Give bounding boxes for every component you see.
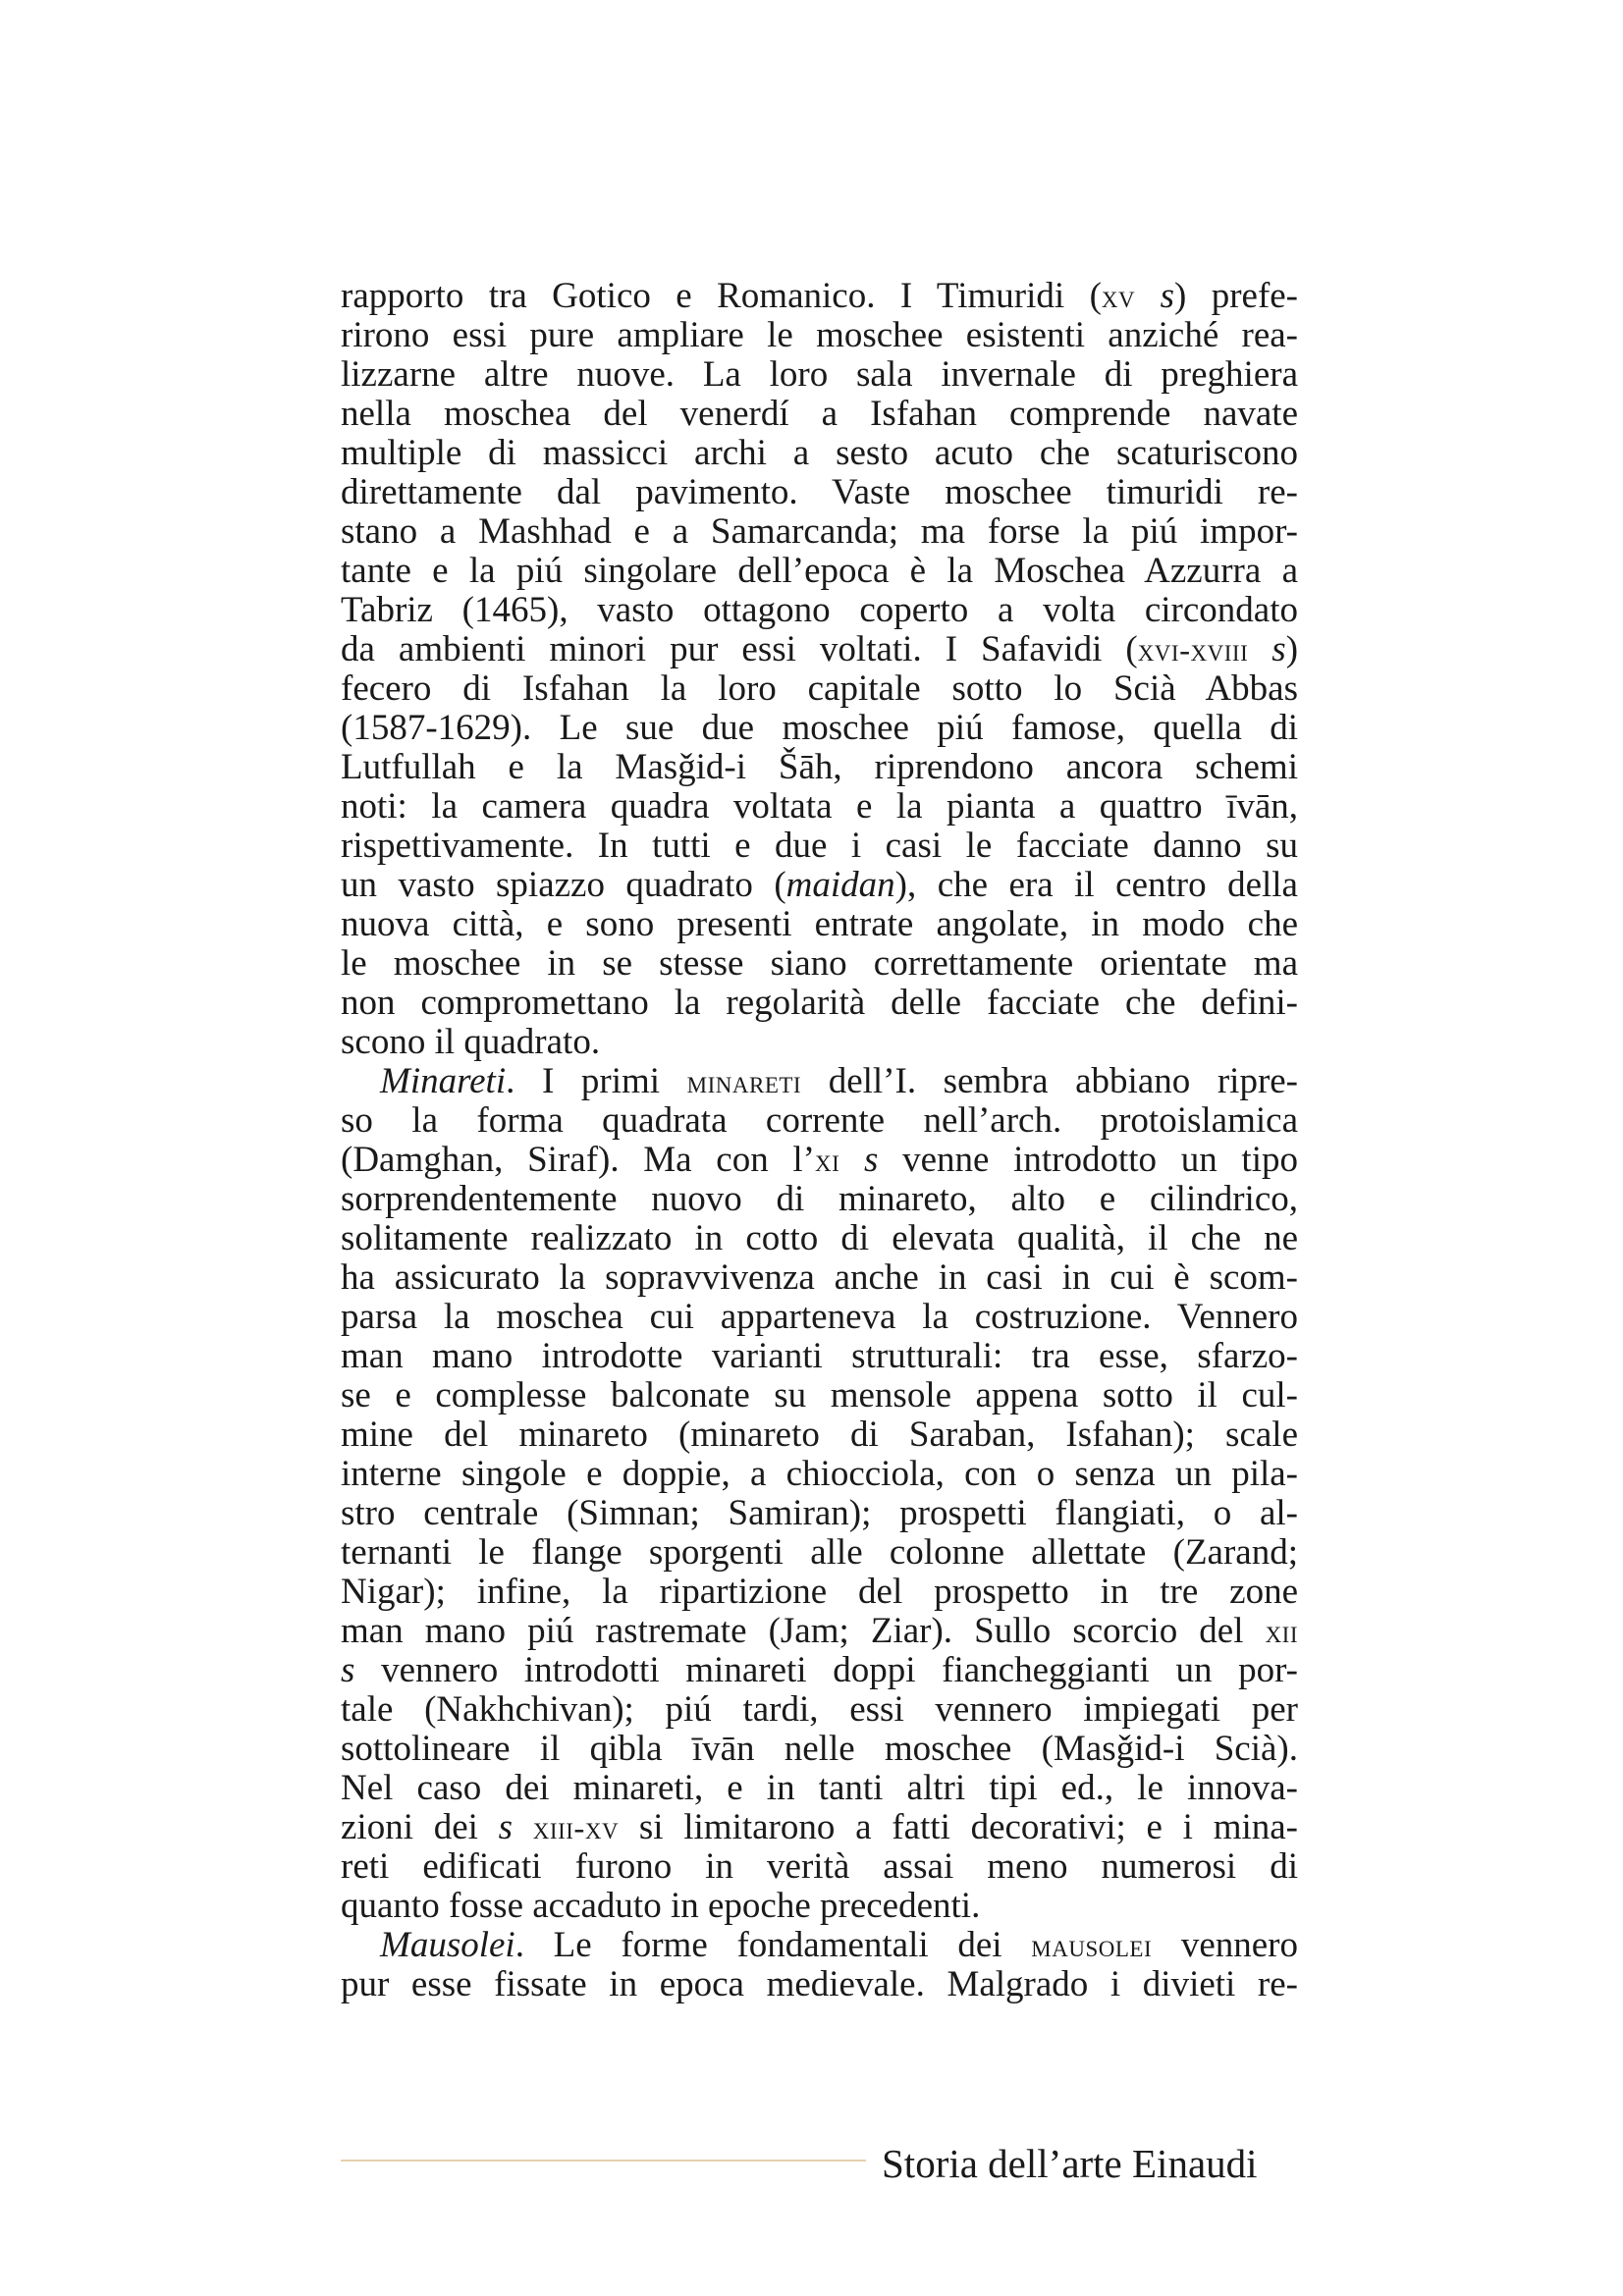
text-segment: (1587-1629). Le sue due moschee piú famose, quella di <box>341 708 1298 748</box>
text-segment: sottolineare il qibla īvān nelle moschee (Masǧid-i Scià). <box>341 1729 1298 1769</box>
text-segment: Nel caso dei minareti, e in tanti altri tipi ed., le innova- <box>341 1768 1298 1808</box>
text-segment: ha assicurato la sopravvivenza anche in casi in cui è scom- <box>341 1257 1298 1298</box>
text-segment: stano a Mashhad e a Samarcanda; ma forse la piú impor- <box>341 511 1298 552</box>
text-line <box>341 1101 1298 1141</box>
small-caps-text: xi <box>815 1144 840 1179</box>
text-segment: man mano piú rastremate (Jam; Ziar). Sullo scorcio del <box>341 1611 1266 1651</box>
text-line <box>341 709 1298 748</box>
text-segment: man mano introdotte varianti strutturali: tra esse, sfarzo- <box>341 1336 1298 1376</box>
text-segment: tale (Nakhchivan); piú tardi, essi vennero impiegati per <box>341 1689 1298 1730</box>
text-line <box>341 512 1298 552</box>
italic-text: maidan <box>785 865 895 905</box>
text-line <box>341 591 1298 630</box>
text-segment: direttamente dal pavimento. Vaste moschee timuridi re- <box>341 472 1298 512</box>
text-segment: rispettivamente. In tutti e due i casi le facciate danno su <box>341 826 1298 866</box>
text-segment: Lutfullah e la Masǧid-i Šāh, riprendono ancora schemi <box>341 747 1298 787</box>
text-line <box>341 473 1298 512</box>
text-segment: non compromettano la regolarità delle facciate che defini- <box>341 983 1298 1023</box>
small-caps-text: minareti <box>686 1065 802 1100</box>
italic-text: s <box>341 1650 355 1690</box>
text-line <box>341 395 1298 434</box>
text-segment: ), che era il centro della <box>894 865 1298 905</box>
text-line <box>341 1887 1298 1926</box>
text-line <box>341 434 1298 473</box>
body-text <box>341 277 1298 2004</box>
text-segment <box>839 1140 864 1180</box>
text-line <box>341 866 1298 905</box>
text-segment: rapporto tra Gotico e Romanico. I Timuridi ( <box>341 276 1102 316</box>
italic-text: s <box>498 1807 514 1847</box>
small-caps-text: xii <box>1265 1615 1298 1650</box>
text-line <box>341 277 1298 316</box>
small-caps-text: xv <box>1101 280 1136 315</box>
text-segment: mine del minareto (minareto di Saraban, Isfahan); scale <box>341 1415 1298 1455</box>
text-segment: (Damghan, Siraf). Ma con l’ <box>341 1140 816 1180</box>
text-segment: so la forma quadrata corrente nell’arch. protoislamica <box>341 1100 1298 1141</box>
text-line <box>341 552 1298 591</box>
text-line <box>341 1376 1298 1415</box>
italic-text: s <box>1271 629 1286 669</box>
text-line <box>341 905 1298 944</box>
text-line <box>341 1298 1298 1337</box>
text-line <box>341 1533 1298 1573</box>
text-line <box>341 630 1298 669</box>
text-segment: sorprendentemente nuovo di minareto, alto e cilindrico, <box>341 1179 1298 1219</box>
text-line <box>341 1219 1298 1258</box>
text-segment: nuova città, e sono presenti entrate angolate, in modo che <box>341 904 1298 944</box>
text-segment: zioni dei <box>341 1807 499 1847</box>
text-line <box>341 355 1298 395</box>
text-segment: vennero <box>1152 1925 1298 1965</box>
text-line <box>341 1573 1298 1612</box>
text-segment: un vasto spiazzo quadrato ( <box>341 865 786 905</box>
text-segment: multiple di massicci archi a sesto acuto che scaturiscono <box>341 433 1298 473</box>
text-line <box>341 1690 1298 1730</box>
text-segment: ) <box>1285 629 1299 669</box>
italic-text: s <box>1160 276 1174 316</box>
text-segment: . I primi <box>506 1061 687 1101</box>
text-line <box>341 1494 1298 1533</box>
text-segment: quanto fosse accaduto in epoche precedenti. <box>341 1886 981 1926</box>
text-segment: reti edificati furono in verità assai meno numerosi di <box>341 1846 1298 1887</box>
text-line <box>341 1730 1298 1769</box>
text-segment <box>513 1807 533 1847</box>
small-caps-text: xiii-xv <box>532 1811 620 1846</box>
text-line <box>341 1455 1298 1494</box>
small-caps-text: mausolei <box>1031 1929 1153 1964</box>
text-line <box>341 827 1298 866</box>
text-line <box>341 1651 1298 1690</box>
text-line <box>341 1337 1298 1376</box>
text-segment: noti: la camera quadra voltata e la pianta a quattro īvān, <box>341 786 1298 827</box>
text-segment: interne singole e doppie, a chiocciola, con o senza un pila- <box>341 1454 1298 1494</box>
text-line <box>341 1180 1298 1219</box>
text-segment: stro centrale (Simnan; Samiran); prospetti flangiati, o al- <box>341 1493 1298 1533</box>
text-segment: rirono essi pure ampliare le moschee esistenti anziché rea- <box>341 315 1298 355</box>
text-segment <box>1135 276 1160 316</box>
text-line <box>341 1965 1298 2004</box>
text-segment: solitamente realizzato in cotto di elevata qualità, il che ne <box>341 1218 1298 1258</box>
text-line <box>341 1062 1298 1101</box>
small-caps-text: xvi-xviii <box>1137 633 1249 668</box>
text-segment: si limitarono a fatti decorativi; e i mina- <box>619 1807 1298 1847</box>
text-segment: lizzarne altre nuove. La loro sala invernale di preghiera <box>341 354 1298 395</box>
text-segment: parsa la moschea cui apparteneva la costruzione. Vennero <box>341 1297 1298 1337</box>
italic-text: s <box>863 1140 879 1180</box>
text-line <box>341 787 1298 827</box>
text-line <box>341 1258 1298 1298</box>
text-line <box>341 1926 1298 1965</box>
text-segment: se e complesse balconate su mensole appena sotto il cul- <box>341 1375 1298 1415</box>
text-line <box>341 1808 1298 1847</box>
text-line <box>341 1141 1298 1180</box>
footer-title: Storia dell’arte Einaudi <box>882 2141 1258 2186</box>
text-segment: fecero di Isfahan la loro capitale sotto lo Scià Abbas <box>341 668 1298 709</box>
text-segment: da ambienti minori pur essi voltati. I Safavidi ( <box>341 629 1138 669</box>
text-line <box>341 944 1298 984</box>
text-segment <box>1248 629 1271 669</box>
text-segment: pur esse fissate in epoca medievale. Malgrado i divieti re- <box>341 1964 1298 2004</box>
text-line <box>341 984 1298 1023</box>
text-line <box>341 1023 1298 1062</box>
text-segment: scono il quadrato. <box>341 1022 601 1062</box>
text-segment: dell’I. sembra abbiano ripre- <box>801 1061 1299 1101</box>
text-segment: vennero introdotti minareti doppi fiancheggianti un por- <box>354 1650 1298 1690</box>
text-segment: nella moschea del venerdí a Isfahan comprende navate <box>341 394 1298 434</box>
text-segment: venne introdotto un tipo <box>878 1140 1298 1180</box>
text-line <box>341 316 1298 355</box>
text-segment: le moschee in se stesse siano correttamente orientate ma <box>341 943 1298 984</box>
text-line <box>341 1847 1298 1887</box>
text-segment: ternanti le flange sporgenti alle colonne allettate (Zarand; <box>341 1532 1298 1573</box>
text-line <box>341 669 1298 709</box>
text-line <box>341 1612 1298 1651</box>
text-line <box>341 1769 1298 1808</box>
text-segment: Tabriz (1465), vasto ottagono coperto a volta circondato <box>341 590 1298 630</box>
text-segment: . Le forme fondamentali dei <box>514 1925 1032 1965</box>
italic-text: Mausolei <box>380 1925 515 1965</box>
text-line <box>341 1415 1298 1455</box>
text-segment: tante e la piú singolare dell’epoca è la Moschea Azzurra a <box>341 551 1298 591</box>
text-line <box>341 748 1298 787</box>
text-segment: Nigar); infine, la ripartizione del prospetto in tre zone <box>341 1572 1298 1612</box>
text-segment: ) prefe- <box>1173 276 1299 316</box>
italic-text: Minareti <box>380 1061 507 1101</box>
footer-rule <box>341 2160 866 2162</box>
